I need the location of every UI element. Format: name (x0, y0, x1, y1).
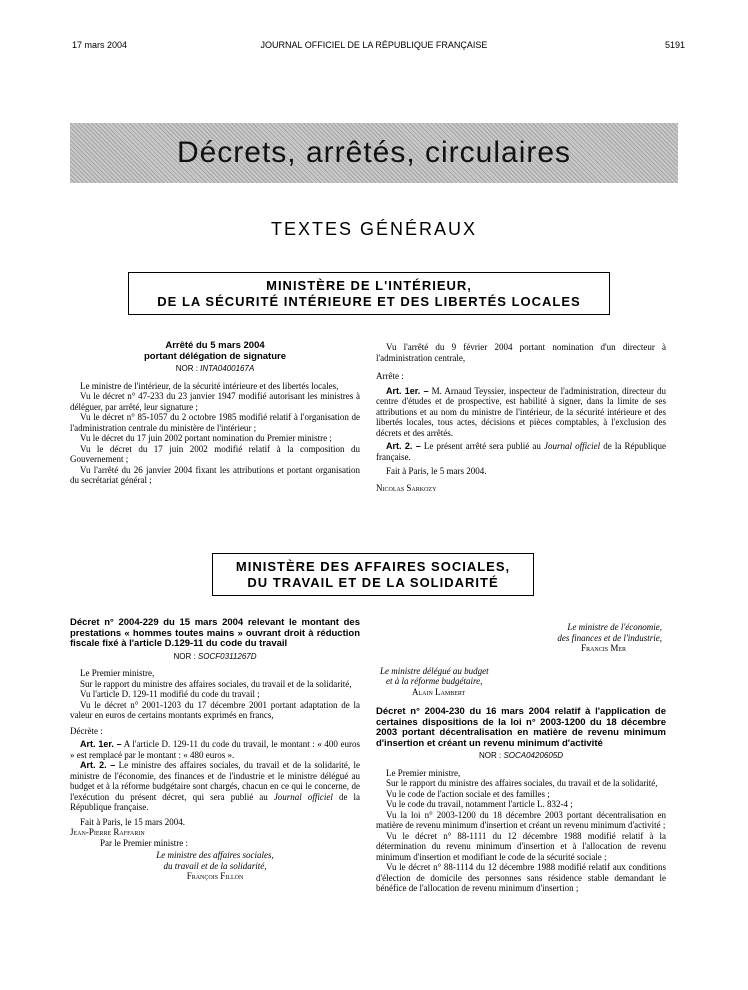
article-label: Art. 2. – (80, 760, 116, 770)
journal-officiel-ref: Journal officiel (273, 791, 333, 802)
preamble-paragraph: Vu l'article D. 129-11 modifié du code du travail ; (80, 689, 260, 699)
ministry-social-affairs-box (212, 553, 534, 596)
decret-229-signature: Jean-Pierre Raffarin (70, 827, 145, 837)
nor-code: SOCF0311267D (197, 651, 257, 661)
header-date: 17 mars 2004 (72, 40, 128, 50)
eco-role-line-2: des finances et de l'industrie, (557, 632, 662, 643)
minister-name: François Fillon (186, 871, 244, 881)
preamble-paragraph: Vu le décret n° 85-1057 du 2 octobre 1985 modifié relatif à l'organisation de l'administration centrale du ministère de l'intérieur ; (70, 412, 360, 433)
preamble-paragraph: Vu le décret n° 88-1114 du 12 décembre 1988 modifié relatif aux conditions d'élection de domicile des personnes sans résidence stable demandant le bénéfice de l'allocation de revenu minimum d'insertion ; (376, 862, 666, 893)
minister-signature-block (70, 850, 360, 871)
preamble-paragraph: Vu le code du travail, notamment l'article L. 832-4 ; (386, 799, 573, 809)
decrete-word: Décrète : (70, 725, 103, 736)
decret-229-preamble (70, 668, 360, 721)
preamble-paragraph: Vu le code de l'action sociale et des familles ; (386, 788, 550, 799)
header-journal-title: JOURNAL OFFICIEL DE LA RÉPUBLIQUE FRANÇAISE (260, 40, 488, 50)
preamble-paragraph: Vu le décret du 17 juin 2002 portant nomination du Premier ministre ; (80, 433, 332, 443)
arrete-nor (70, 364, 360, 375)
section-banner (70, 123, 678, 183)
arrete-word: Arrête : (376, 371, 404, 381)
arrete-title-line-2: portant délégation de signature (144, 351, 286, 362)
decret-230-column (376, 622, 666, 894)
arrete-article-1 (376, 386, 666, 439)
ministry-line-1: MINISTÈRE DE L'INTÉRIEUR, (266, 278, 472, 293)
decret-229-nor (70, 652, 360, 663)
preamble-paragraph: Sur le rapport du ministre des affaires sociales, du travail et de la solidarité, (80, 678, 352, 689)
decret-229-title: Décret n° 2004-229 du 15 mars 2004 relevant le montant des prestations « hommes toutes mains » ouvrant droit à réduction fiscale fixé à l'article D.129-11 du code du travail (70, 617, 360, 649)
budget-minister-name: Alain Lambert (412, 686, 466, 697)
arrete-right-intro: Vu l'arrêté du 9 février 2004 portant nomination d'un directeur à l'administration centrale, (376, 342, 666, 363)
preamble-paragraph: Le ministre de l'intérieur, de la sécurité intérieure et des libertés locales, (80, 380, 339, 391)
preamble-paragraph: Vu le décret n° 88-1111 du 12 décembre 1988 modifié relatif à la détermination du revenu minimum d'insertion et à l'allocation de revenu minimum d'insertion et modifiant le code de la sécurité sociale ; (376, 830, 666, 862)
article-text: Le présent arrêté sera publié au (420, 441, 545, 451)
ministry-interior-box (128, 272, 610, 315)
article-text: M. Arnaud Teyssier, inspecteur de l'administration, directeur du centre d'études et de prospective, est habilité à signer, dans la limite de ses attributions et au nom du ministre de l'intérieur, de la sécurité intérieure et des libertés locales, tous actes, décisions et pièces comptables, à l'exclusion des décrets et des arrêtés. (376, 385, 666, 438)
minister-role-line-2: du travail et de la solidarité, (163, 860, 267, 871)
preamble-paragraph: Vu l'arrêté du 26 janvier 2004 fixant les attributions et portant organisation du secrétariat général ; (70, 464, 360, 485)
nor-label: NOR : (173, 651, 196, 661)
eco-role-line-1: Le ministre de l'économie, (567, 622, 662, 632)
article-text: de la République française. (376, 441, 666, 462)
nor-code: INTA0400167A (200, 364, 255, 373)
article-label: Art. 1er. – (80, 739, 122, 749)
preamble-paragraph: Vu le décret du 17 juin 2002 modifié relatif à la composition du Gouvernement ; (70, 443, 360, 464)
nor-label: NOR : (478, 751, 502, 760)
par-le-premier-ministre: Par le Premier ministre : (100, 837, 188, 848)
budget-role-line-2: et à la réforme budgétaire, (386, 676, 483, 686)
preamble-paragraph: Vu le décret n° 2001-1203 du 17 décembre 2001 portant adaptation de la valeur en euros de certains montants exprimés en francs, (70, 699, 360, 720)
article-label: Art. 1er. – (386, 385, 429, 396)
section-heading: TEXTES GÉNÉRAUX (270, 219, 478, 239)
budget-role-line-1: Le ministre délégué au budget (380, 665, 489, 676)
journal-officiel-ref: Journal officiel (544, 441, 601, 451)
nor-label: NOR : (175, 364, 198, 373)
nor-code: SOCA0420605D (503, 751, 564, 760)
preamble-paragraph: Sur le rapport du ministre des affaires sociales, du travail et de la solidarité, (386, 778, 658, 788)
decret-230-nor (376, 751, 666, 762)
article-text: A l'article D. 129-11 du code du travail, le montant : « 400 euros » est remplacé par le montant : « 480 euros ». (70, 739, 360, 760)
budget-minister-block (376, 666, 666, 687)
arrete-article-2 (376, 441, 666, 462)
decret-229-article-2 (70, 760, 360, 813)
preamble-paragraph: Le Premier ministre, (386, 767, 461, 778)
ministry-line-1: MINISTÈRE DES AFFAIRES SOCIALES, (235, 559, 511, 574)
arrete-preamble (70, 381, 360, 486)
arrete-signature: Nicolas Sarkozy (376, 482, 437, 493)
decret-229-article-1 (70, 739, 360, 760)
banner-title: Décrets, arrêtés, circulaires (176, 136, 572, 169)
arrete-left-column (70, 340, 360, 486)
decret-230-preamble (376, 768, 666, 894)
decret-229-fait: Fait à Paris, le 15 mars 2004. (80, 816, 185, 827)
preamble-paragraph: Le Premier ministre, (80, 668, 155, 678)
arrete-right-column (376, 342, 666, 493)
preamble-paragraph: Vu la loi n° 2003-1200 du 18 décembre 2003 portant décentralisation en matière de revenu minimum d'insertion et créant un revenu minimum d'activité ; (376, 809, 666, 830)
eco-minister-block (376, 622, 666, 643)
decret-230-title: Décret n° 2004-230 du 16 mars 2004 relatif à l'application de certaines dispositions de la loi n° 2003-1200 du 18 décembre 2003 portant décentralisation en matière de revenu minimum d'insertion et créant un revenu minimum d'activité (376, 706, 666, 749)
header-page-number: 5191 (664, 40, 685, 50)
arrete-title (70, 340, 360, 362)
preamble-paragraph: Vu le décret n° 47-233 du 23 janvier 1947 modifié autorisant les ministres à déléguer, par arrêté, leur signature ; (70, 391, 360, 412)
minister-role-line-1: Le ministre des affaires sociales, (156, 850, 274, 860)
arrete-title-line-1: Arrêté du 5 mars 2004 (165, 340, 265, 351)
ministry-line-2: DE LA SÉCURITÉ INTÉRIEURE ET DES LIBERTÉS LOCALES (157, 294, 581, 309)
article-label: Art. 2. – (386, 441, 421, 451)
article-text: de la République française. (70, 791, 360, 812)
ministry-line-2: DU TRAVAIL ET DE LA SOLIDARITÉ (247, 575, 499, 590)
article-text: Le ministre des affaires sociales, du travail et de la solidarité, le ministre de l'économie, des finances et de l'industrie et le ministre délégué au budget et à la réforme budgétaire sont chargés, chacun en ce qui le concerne, de l'exécution du présent décret, qui sera publié au (70, 760, 361, 802)
arrete-fait: Fait à Paris, le 5 mars 2004. (386, 466, 487, 476)
decret-229-column (70, 618, 360, 882)
eco-minister-name: Francis Mer (581, 643, 626, 653)
